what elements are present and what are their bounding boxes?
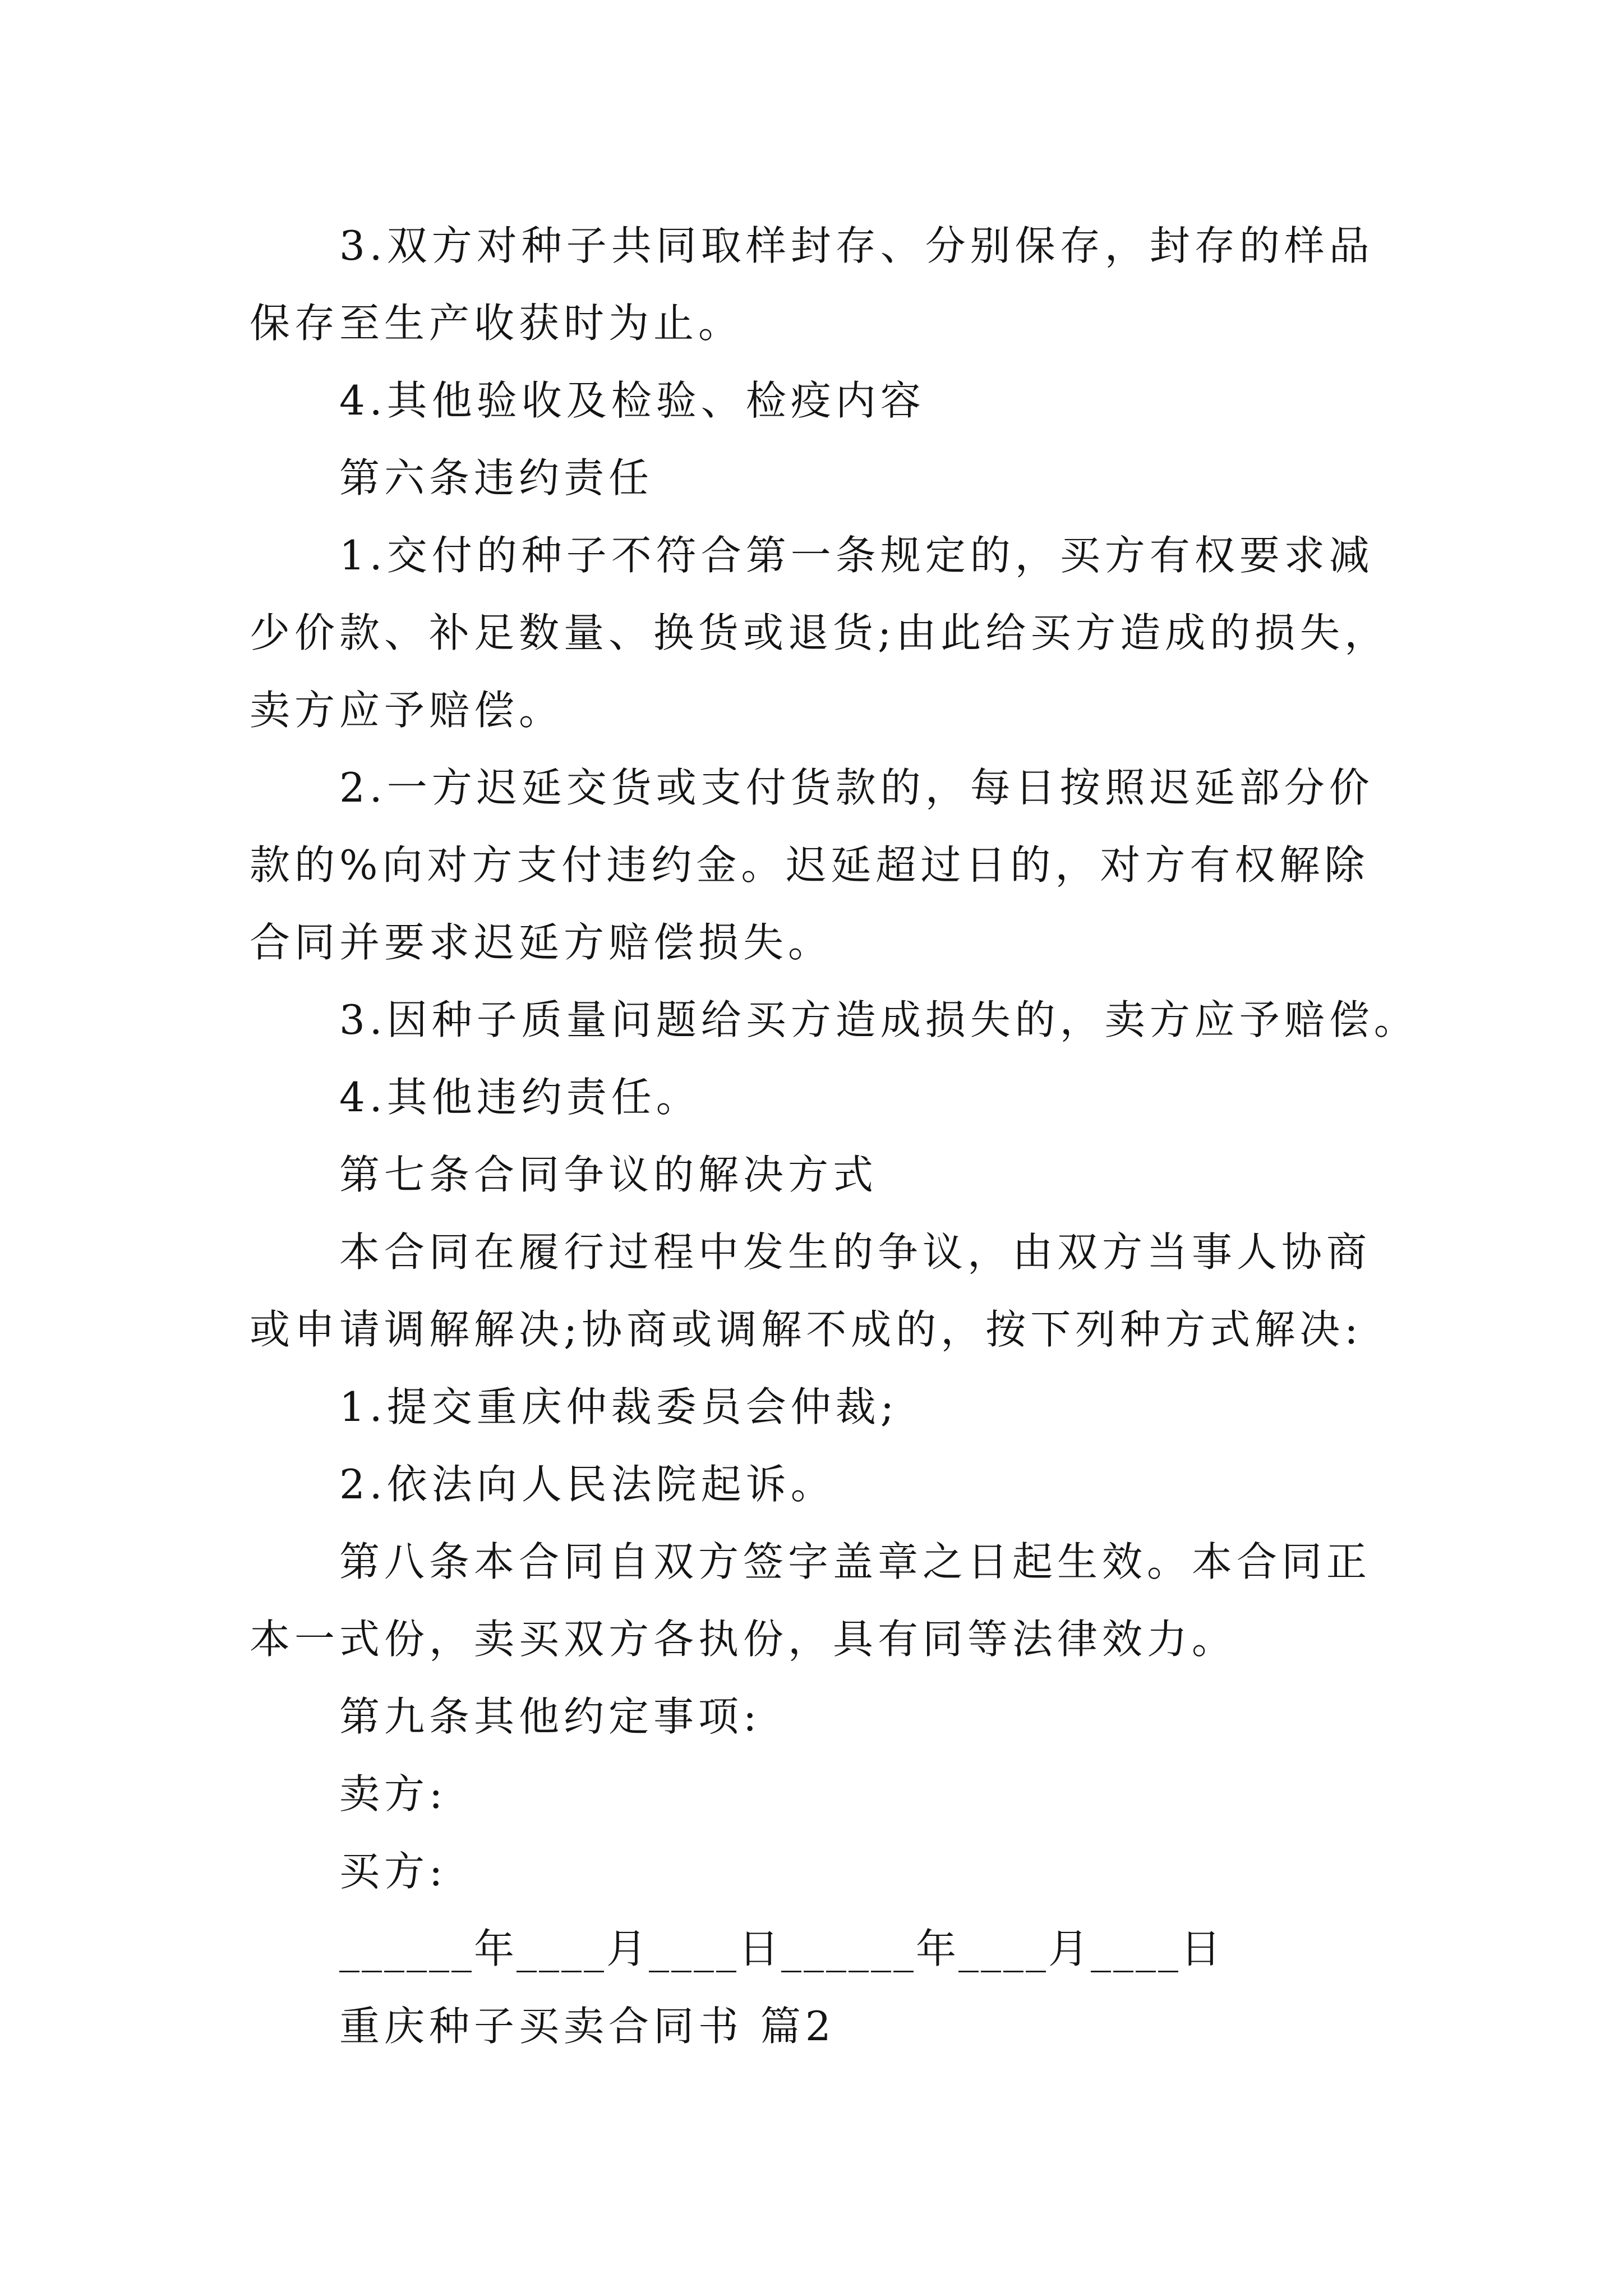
paragraph-article-8-effect: 第八条本合同自双方签字盖章之日起生效。本合同正本一式份，卖买双方各执份，具有同等法律效力。 (250, 1538, 1372, 1663)
paragraph-nonconforming-seeds: 1.交付的种子不符合第一条规定的，买方有权要求减少价款、补足数量、换货或退货;由此给买方造成的损失，卖方应予赔偿。 (250, 532, 1390, 734)
paragraph-dispute-resolution: 本合同在履行过程中发生的争议，由双方当事人协商或申请调解解决;协商或调解不成的，按下列种方式解决: (250, 1228, 1372, 1353)
paragraph-arbitration: 1.提交重庆仲裁委员会仲裁; (339, 1383, 898, 1430)
paragraph-delay-penalty: 2.一方迟延交货或支付货款的，每日按照迟延部分价款的%向对方支付违约金。迟延超过日的，对方有权解除合同并要求迟延方赔偿损失。 (250, 764, 1374, 966)
signature-date-line: ______年____月____日______年____月____日 (339, 1925, 1224, 1972)
section-title-part-2: 重庆种子买卖合同书 篇2 (339, 2003, 836, 2050)
paragraph-other-inspection: 4.其他验收及检验、检疫内容 (339, 377, 925, 424)
heading-article-9: 第九条其他约定事项: (339, 1693, 762, 1740)
heading-article-6: 第六条违约责任 (339, 454, 654, 501)
paragraph-quality-loss: 3.因种子质量问题给买方造成损失的，卖方应予赔偿。 (339, 996, 1419, 1043)
seller-signature-label: 卖方: (339, 1770, 448, 1818)
heading-article-7: 第七条合同争议的解决方式 (339, 1151, 878, 1198)
paragraph-litigation: 2.依法向人民法院起诉。 (339, 1461, 836, 1508)
buyer-signature-label: 买方: (339, 1848, 448, 1895)
paragraph-sample-sealing: 3.双方对种子共同取样封存、分别保存，封存的样品保存至生产收获时为止。 (250, 222, 1374, 347)
paragraph-other-liability: 4.其他违约责任。 (339, 1074, 701, 1121)
